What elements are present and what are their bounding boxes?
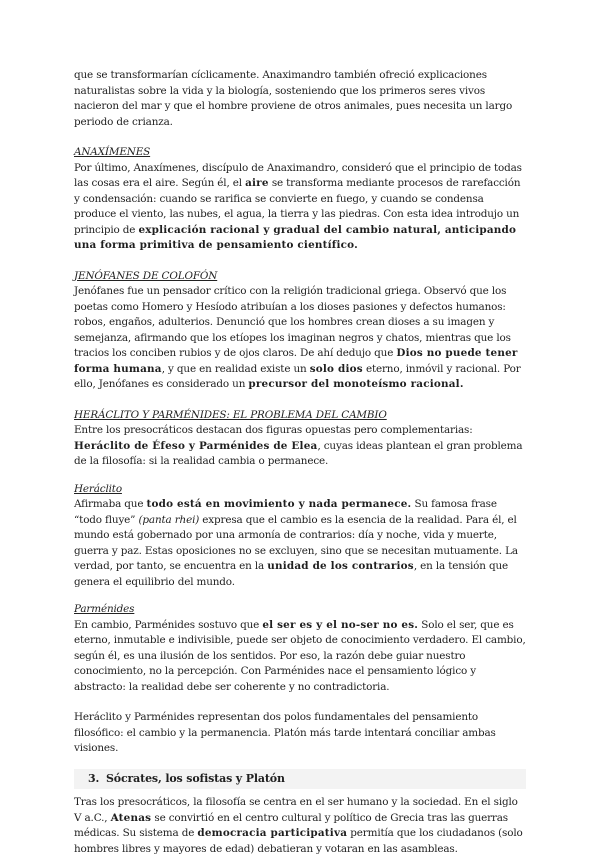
subheading-heraclito: Heráclito <box>74 482 122 495</box>
paragraph-section-3: Tras los presocráticos, la filosofía se centra en el ser humano y la sociedad. En el siglo V a.C., Atenas se convirtió en el centro cultural y político de Grecia tras las guerras médicas. Su sistema de democracia participativa permitía que los ciudadanos (solo hombres libres y mayores de edad) debatieran y votaran en las asambleas. <box>74 796 523 855</box>
paragraph-conclusion: Heráclito y Parménides representan dos polos fundamentales del pensamiento filosófico: el cambio y la permanencia. Platón más tarde intentará conciliar ambas visiones. <box>74 711 496 754</box>
intro-paragraph: que se transformarían cíclicamente. Anaximandro también ofreció explicaciones naturalistas sobre la vida y la biología, sosteniendo que los primeros seres vivos nacieron del mar y que el hombre proviene de otros animales, pues necesita un largo periodo de crianza. <box>74 69 513 128</box>
paragraph-anaximenes: Por último, Anaxímenes, discípulo de Anaximandro, consideró que el principio de todas las cosas era el aire. Según él, el aire se transforma mediante procesos de rarefacción y condensación: cuando se rarifica se convierte en fuego, y cuando se condensa produce el viento, las nubes, el agua, la tierra y las piedras. Con esta idea introdujo un principio de explicación racional y gradual del cambio natural, anticipando una forma primitiva de pensamiento científico. <box>74 161 522 251</box>
heading-heraclito-parmenides: HERÁCLITO Y PARMÉNIDES: EL PROBLEMA DEL CAMBIO <box>74 408 387 421</box>
section-title: Sócrates, los sofistas y Platón <box>106 771 285 785</box>
subheading-parmenides: Parménides <box>74 603 135 615</box>
paragraph-heraclito-parmenides: Entre los presocráticos destacan dos figuras opuestas pero complementarias: Heráclito de Éfeso y Parménides de Elea, cuyas ideas plantean el gran problema de la filosofía: si la realidad cambia o permanece. <box>74 424 523 467</box>
heading-anaximenes: ANAXÍMENES <box>74 146 151 158</box>
section-heading-3 <box>74 769 526 790</box>
paragraph-jenofanes: Jenófanes fue un pensador crítico con la religión tradicional griega. Observó que los poetas como Homero y Hesíodo atribuían a los dioses pasiones y defectos humanos: robos, engaños, adulterios. Denunció que los hombres crean dioses a su imagen y semejanza, afirmando que los etíopes los imaginan negros y chatos, mientras que los tracios los conciben rubios y de ojos claros. De ahí dedujo que Dios no puede tener forma humana, y que en realidad existe un solo dios eterno, inmóvil y racional. Por ello, Jenófanes es considerado un precursor del monoteísmo racional. <box>74 285 521 390</box>
section-number: 3. <box>88 771 100 785</box>
page-content <box>74 68 526 857</box>
paragraph-heraclito: Afirmaba que todo está en movimiento y nada permanece. Su famosa frase “todo fluye” (panta rhei) expresa que el cambio es la esencia de la realidad. Para él, el mundo está gobernado por una armonía de contrarios: día y noche, vida y muerte, guerra y paz. Estas oposiciones no se excluyen, sino que se necesitan mutuamente. La verdad, por tanto, se encuentra en la unidad de los contrarios, en la tensión que genera el equilibrio del mundo. <box>74 498 518 588</box>
heading-jenofanes: JENÓFANES DE COLOFÓN <box>74 269 218 282</box>
paragraph-parmenides: En cambio, Parménides sostuvo que el ser es y el no-ser no es. Solo el ser, que es eterno, inmutable e indivisible, puede ser objeto de conocimiento verdadero. El cambio, según él, es una ilusión de los sentidos. Por eso, la razón debe guiar nuestro conocimiento, no la percepción. Con Parménides nace el pensamiento lógico y abstracto: la realidad debe ser coherente y no contradictoria. <box>74 618 526 693</box>
